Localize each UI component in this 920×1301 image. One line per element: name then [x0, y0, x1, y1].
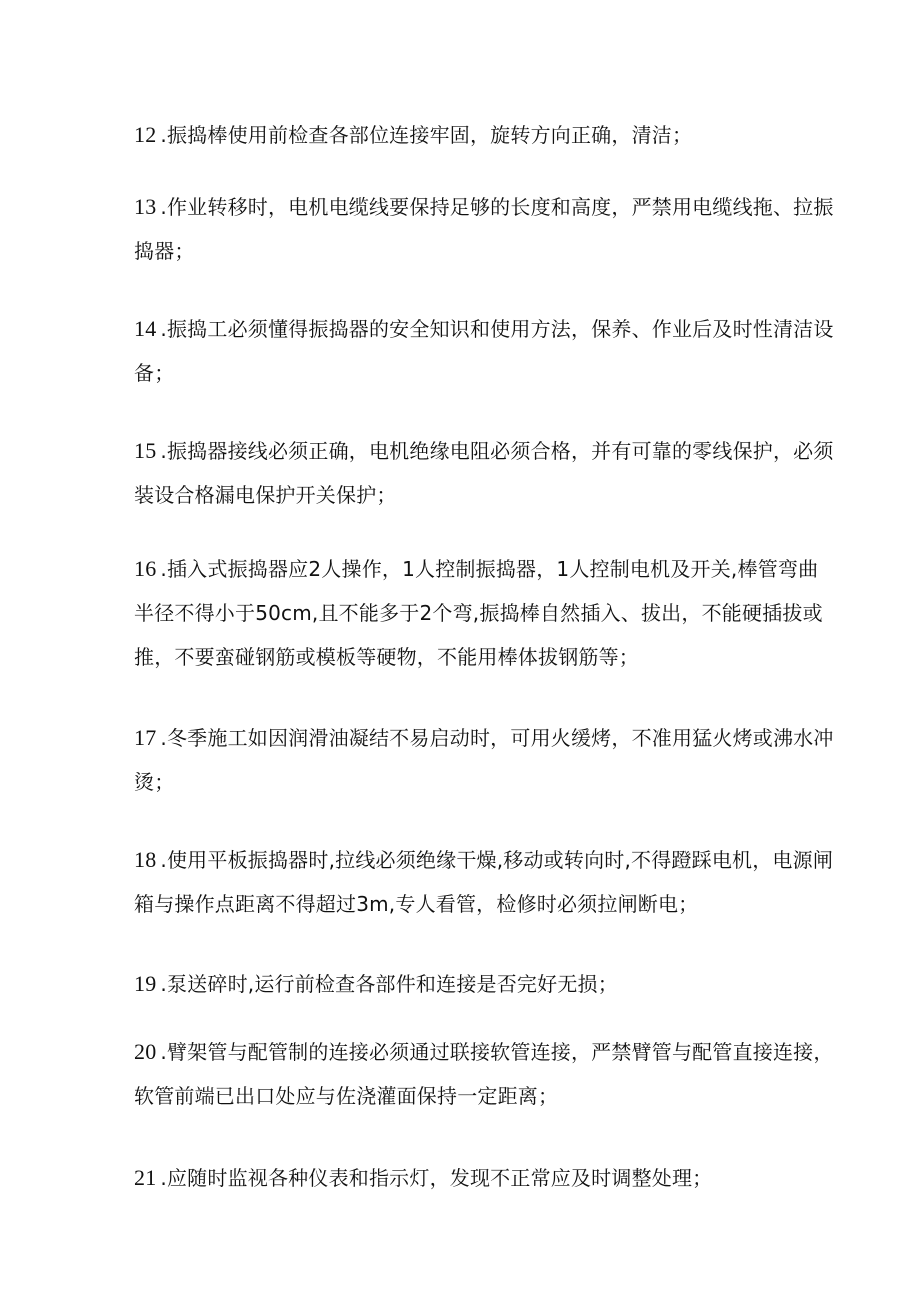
item-number: 18: [134, 847, 157, 872]
item-number: 15: [134, 438, 157, 463]
list-item: [134, 1156, 834, 1200]
item-text: .应随时监视各种仪表和指示灯，发现不正常应及时调整处理；: [160, 1166, 713, 1190]
item-number: 19: [134, 971, 157, 996]
item-text: .作业转移时，电机电缆线要保持足够的长度和高度，严禁用电缆线拖、拉振捣器；: [134, 195, 834, 263]
list-item: [134, 962, 834, 1006]
list-item: [134, 716, 834, 804]
item-number: 14: [134, 316, 157, 341]
list-item: [134, 113, 834, 157]
item-text: .振捣器接线必须正确，电机绝缘电阻必须合格，并有可靠的零线保护，必须装设合格漏电保护开关保护；: [134, 439, 834, 507]
list-item: [134, 429, 834, 517]
item-text: .使用平板振捣器时,拉线必须绝缘干燥,移动或转向时,不得蹬踩电机，电源闸箱与操作点距离不得超过3m,专人看管，检修时必须拉闸断电；: [134, 848, 834, 916]
item-text: .振捣棒使用前检查各部位连接牢固，旋转方向正确，清洁；: [160, 123, 693, 147]
item-text: .插入式振捣器应2人操作，1人控制振捣器，1人控制电机及开关,棒管弯曲半径不得小于50cm,且不能多于2个弯,振捣棒自然插入、拔出，不能硬插拔或推，不要蛮碰钢筋或模板等硬物，不能用棒体拔钢筋等；: [134, 557, 823, 669]
item-number: 17: [134, 725, 157, 750]
item-text: .振捣工必须懂得振捣器的安全知识和使用方法，保养、作业后及时性清洁设备；: [134, 317, 834, 385]
list-item: [134, 547, 834, 679]
item-text: .冬季施工如因润滑油凝结不易启动时，可用火缓烤，不准用猛火烤或沸水冲烫；: [134, 726, 834, 794]
item-number: 13: [134, 194, 157, 219]
item-number: 16: [134, 556, 157, 581]
item-number: 20: [134, 1039, 157, 1064]
list-item: [134, 838, 834, 926]
item-text: .臂架管与配管制的连接必须通过联接软管连接，严禁臂管与配管直接连接，软管前端已出口处应与佐浇灌面保持一定距离；: [134, 1040, 834, 1108]
item-text: .泵送碎时,运行前检查各部件和连接是否完好无损；: [160, 972, 618, 996]
list-item: [134, 185, 834, 273]
list-item: [134, 307, 834, 395]
item-number: 12: [134, 122, 157, 147]
list-item: [134, 1030, 834, 1118]
item-number: 21: [134, 1165, 157, 1190]
